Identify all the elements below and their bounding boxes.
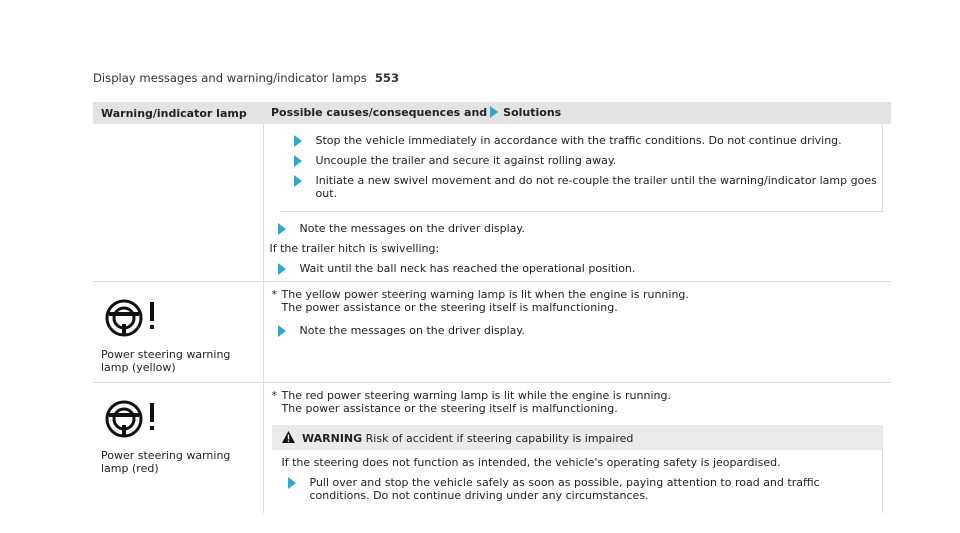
lamp-label-line1: Power steering warning	[101, 348, 231, 361]
row1-lamp-cell	[93, 282, 263, 383]
step-text: Uncouple the trailer and secure it against rolling away.	[315, 154, 617, 167]
cause-text	[272, 389, 884, 415]
list-item	[278, 222, 884, 235]
cause-text	[272, 288, 884, 314]
step-text: Pull over and stop the vehicle safely as soon as possible, paying attention to road and traffic conditions. Do not continue driving under any circumstances.	[309, 476, 820, 502]
list-item	[294, 174, 883, 200]
col2-header	[263, 102, 891, 124]
lamp-label-line2: lamp (yellow)	[101, 361, 176, 374]
lamp-label-line1: Power steering warning	[101, 449, 231, 462]
row2-solutions-cell	[263, 383, 891, 514]
lamp-label-line2: lamp (red)	[101, 462, 159, 475]
warning-box	[272, 425, 884, 513]
page-header-title: Display messages and warning/indicator lamps	[93, 71, 367, 85]
warning-title: Risk of accident if steering capability is impaired	[365, 432, 634, 445]
list-item	[278, 324, 884, 337]
cause-line1: The red power steering warning lamp is lit while the engine is running.	[281, 389, 671, 402]
arrow-right-icon	[294, 135, 302, 147]
table-row	[93, 124, 891, 282]
cause-line2: The power assistance or the steering itself is malfunctioning.	[281, 301, 618, 314]
steering-wheel-exclamation-icon	[103, 294, 161, 344]
col1-header: Warning/indicator lamp	[93, 102, 263, 124]
trailer-hitch-text: If the trailer hitch is swivelling:	[269, 242, 440, 255]
arrow-right-icon	[278, 223, 286, 235]
list-item	[278, 262, 884, 275]
cause-line2: The power assistance or the steering itself is malfunctioning.	[281, 402, 618, 415]
arrow-right-icon	[278, 263, 286, 275]
step-text: Note the messages on the driver display.	[299, 324, 525, 337]
star-marker: *	[271, 389, 277, 402]
warning-triangle-icon	[282, 432, 299, 445]
list-item	[288, 476, 873, 502]
star-marker: *	[271, 288, 277, 301]
col2-header-link: Solutions	[503, 106, 562, 119]
page-header	[93, 71, 399, 85]
warning-label: WARNING	[302, 432, 363, 445]
row1-solutions-cell	[263, 282, 891, 383]
arrow-right-icon	[490, 106, 498, 118]
step-text: Initiate a new swivel movement and do not re-couple the trailer until the warning/indicator lamp goes out.	[315, 174, 877, 200]
table-row	[93, 383, 891, 514]
steering-wheel-exclamation-icon	[103, 395, 161, 445]
list-item	[294, 134, 883, 147]
warning-lamp-table	[93, 102, 891, 513]
row2-lamp-cell	[93, 383, 263, 514]
arrow-right-icon	[288, 477, 296, 489]
warning-body	[272, 450, 884, 513]
warning-header	[282, 431, 874, 445]
page-number: 553	[374, 71, 400, 85]
col2-header-text: Possible causes/consequences and	[271, 106, 488, 119]
cause-line1: The yellow power steering warning lamp is lit when the engine is running.	[281, 288, 689, 301]
table-header-row	[93, 102, 891, 124]
row0-steps-box	[280, 124, 884, 212]
row0-solutions-cell	[263, 124, 891, 282]
step-text: Stop the vehicle immediately in accordance with the traffic conditions. Do not continue driving.	[315, 134, 842, 147]
step-text: Note the messages on the driver display.	[299, 222, 525, 235]
step-text: Wait until the ball neck has reached the operational position.	[299, 262, 636, 275]
arrow-right-icon	[278, 325, 286, 337]
arrow-right-icon	[294, 155, 302, 167]
warning-text: If the steering does not function as intended, the vehicle's operating safety is jeopardised.	[281, 456, 781, 469]
row0-lamp-cell	[93, 124, 263, 282]
list-item	[294, 154, 883, 167]
table-row	[93, 282, 891, 383]
arrow-right-icon	[294, 175, 302, 187]
